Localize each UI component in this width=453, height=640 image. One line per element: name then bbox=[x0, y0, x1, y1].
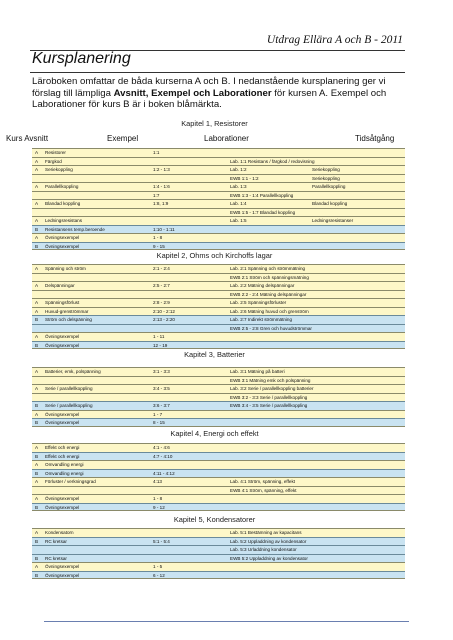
section-cell: Resistansens temp.beroende bbox=[45, 226, 105, 232]
section-cell: Kondensatorn bbox=[45, 530, 74, 535]
table-row bbox=[32, 165, 405, 174]
chapter-title bbox=[0, 119, 453, 128]
section-cell: Övningsexempel bbox=[45, 334, 80, 339]
table-row bbox=[32, 242, 405, 251]
course-cell: B bbox=[35, 403, 39, 408]
lab-cell: EWB 1:3 - 1:4 Parallellkoppling bbox=[230, 192, 294, 198]
course-cell: A bbox=[35, 462, 39, 467]
section-cell: Färgkod bbox=[45, 158, 62, 164]
table-row bbox=[32, 148, 405, 157]
example-cell: 4:7 - 4:10 bbox=[153, 453, 173, 459]
example-cell: 4:11 - 4:12 bbox=[153, 470, 175, 476]
course-cell: A bbox=[35, 308, 39, 314]
table-row bbox=[32, 477, 405, 486]
section-cell: Omvandling energi bbox=[45, 462, 84, 467]
lab-cell: EWB 1:5 - 1:7 Blandad koppling bbox=[230, 209, 296, 215]
table-row bbox=[32, 341, 405, 350]
lab-cell: Lab. 5:3 Urladdning kondensator bbox=[230, 547, 297, 552]
example-cell: 3:6 - 3:7 bbox=[153, 403, 170, 408]
table-row bbox=[32, 460, 405, 469]
course-cell: A bbox=[35, 479, 39, 484]
chapter-title-text: Kapitel 4, Energi och effekt bbox=[170, 429, 259, 438]
table-row bbox=[32, 324, 405, 333]
course-cell: A bbox=[35, 167, 39, 172]
course-cell: A bbox=[35, 283, 39, 288]
section-cell: Serie / parallellkoppling bbox=[45, 386, 93, 391]
example-cell: 2:10 - 2:12 bbox=[153, 308, 175, 314]
section-cell: Övningsexempel bbox=[45, 564, 80, 569]
lab-cell: EWB 3:2 - 3:3 Serie / parallellkoppling bbox=[230, 394, 308, 400]
section-cell: RC kretsar bbox=[45, 538, 67, 544]
table-row bbox=[32, 410, 405, 419]
lab-cell: Lab. 5:1 Bestämning av kapacitans bbox=[230, 530, 302, 535]
chapter-title-text: Kapitel 5, Kondensatorer bbox=[173, 515, 256, 524]
table-row bbox=[32, 191, 405, 200]
table-row bbox=[32, 290, 405, 299]
chapter-title-text: Kapitel 1, Resistorer bbox=[181, 119, 248, 128]
lab-cell: Lab. 3:2 Serie / parallellkoppling batterier bbox=[230, 386, 314, 391]
table-row bbox=[32, 401, 405, 410]
course-cell: A bbox=[35, 266, 39, 271]
example-cell: 3:4 - 3:5 bbox=[153, 386, 170, 391]
example-cell: 4:13 bbox=[153, 479, 162, 484]
example-cell: 1:7 bbox=[153, 192, 160, 198]
section-cell: Förluster / verkningsgrad bbox=[45, 479, 96, 484]
chapter-title bbox=[0, 350, 453, 359]
example-cell: 3:1 - 3:3 bbox=[153, 369, 170, 374]
lab-cell: EWB 3:4 - 3:5 Serie / parallellkoppling bbox=[230, 403, 308, 408]
chapter-title bbox=[0, 515, 453, 524]
table-row bbox=[32, 418, 405, 427]
section-cell: Spänning och ström bbox=[45, 266, 86, 271]
table-row bbox=[32, 298, 405, 307]
section-cell: Övningsexempel bbox=[45, 342, 80, 348]
course-cell: A bbox=[35, 445, 39, 450]
section-cell: Huvud-grenströmmar bbox=[45, 308, 89, 314]
lab-cell: EWB 2:2 - 2:4 Mätning delspänningar bbox=[230, 291, 307, 297]
lab-detail-cell: Seriekoppling bbox=[312, 175, 340, 181]
course-cell: B bbox=[35, 470, 39, 476]
table-row bbox=[32, 384, 405, 393]
table-row bbox=[32, 486, 405, 495]
course-cell: A bbox=[35, 150, 39, 155]
example-cell: 1 - 5 bbox=[153, 564, 163, 569]
chapter-title bbox=[0, 251, 453, 260]
lab-cell: Lab. 2:2 Mätning delspänningar bbox=[230, 283, 295, 288]
course-cell: A bbox=[35, 201, 39, 206]
section-cell: Övningsexempel bbox=[45, 411, 80, 417]
course-cell: A bbox=[35, 334, 39, 339]
lab-detail-cell: Ledningsresistanser bbox=[312, 218, 354, 223]
lab-cell: Lab. 1:1 Resistans / färgkod / redovisning bbox=[230, 158, 315, 164]
table-row bbox=[32, 554, 405, 563]
table-row bbox=[32, 452, 405, 461]
example-cell: 5:1 - 5:4 bbox=[153, 538, 170, 544]
example-cell: 12 - 19 bbox=[153, 342, 168, 348]
section-cell: Övningsexempel bbox=[45, 572, 80, 578]
table-row bbox=[32, 443, 405, 452]
example-cell: 1:8, 1:9 bbox=[153, 201, 169, 206]
example-cell: 2:13 - 2:20 bbox=[153, 317, 175, 322]
course-cell: B bbox=[35, 226, 39, 232]
column-header-tidsatgang: Tidsåtgång bbox=[355, 134, 395, 143]
example-cell: 1:10 - 1:11 bbox=[153, 226, 175, 232]
course-cell: B bbox=[35, 572, 39, 578]
column-header-laborationer: Laborationer bbox=[204, 134, 249, 143]
lab-cell: Lab. 1:3 bbox=[230, 184, 247, 189]
course-cell: A bbox=[35, 386, 39, 391]
course-cell: A bbox=[35, 496, 39, 501]
table-row bbox=[32, 494, 405, 503]
table-row bbox=[32, 157, 405, 166]
example-cell: 1 - 7 bbox=[153, 411, 163, 417]
example-cell: 1:2 - 1:3 bbox=[153, 167, 170, 172]
course-cell: B bbox=[35, 243, 39, 249]
section-cell: Övningsexempel bbox=[45, 420, 80, 425]
course-cell: B bbox=[35, 342, 39, 348]
lab-cell: Lab. 2:7 Indirekt strömmätning bbox=[230, 317, 293, 322]
course-cell: A bbox=[35, 235, 39, 240]
section-cell: Blandad koppling bbox=[45, 201, 81, 206]
table-row bbox=[32, 469, 405, 478]
table-row bbox=[32, 199, 405, 208]
lab-cell: Lab. 2:1 Spänning och strömmätning bbox=[230, 266, 306, 271]
example-cell: 4:1 - 4:6 bbox=[153, 445, 170, 450]
course-cell: B bbox=[35, 317, 39, 322]
lab-cell: EWB 3:1 Mätning emk och polspänning bbox=[230, 377, 311, 383]
table-row bbox=[32, 182, 405, 191]
table-row bbox=[32, 545, 405, 554]
intro-paragraph: Läroboken omfattar de båda kurserna A och B. I nedanstående kursplanering ger vi förslag till lämpliga Avsnitt, Exempel och Laborationer för kursen A. Exempel och Laborationer för kurs B är i boken blåmärkta. bbox=[32, 76, 387, 110]
column-header-kurs-avsnitt: Kurs Avsnitt bbox=[6, 134, 49, 143]
course-cell: B bbox=[35, 453, 39, 459]
lab-cell: Lab. 3:1 Mätning på batteri bbox=[230, 369, 285, 374]
course-cell: B bbox=[35, 420, 39, 425]
lab-cell: EWB 1:1 - 1:2 bbox=[230, 175, 259, 181]
section-cell: Övningsexempel bbox=[45, 243, 80, 249]
example-cell: 1 - 8 bbox=[153, 235, 163, 240]
course-cell: A bbox=[35, 411, 39, 417]
example-cell: 9 - 15 bbox=[153, 243, 165, 249]
table-row bbox=[32, 332, 405, 341]
table-row bbox=[32, 264, 405, 273]
table-row bbox=[32, 537, 405, 546]
example-cell: 8 - 15 bbox=[153, 420, 165, 425]
running-header: Utdrag Ellära A och B - 2011 bbox=[266, 34, 403, 46]
table-row bbox=[32, 208, 405, 217]
section-cell: Seriekoppling bbox=[45, 167, 73, 172]
example-cell: 2:8 - 2:9 bbox=[153, 300, 170, 305]
table-row bbox=[32, 571, 405, 580]
lab-detail-cell: Seriekoppling bbox=[312, 167, 340, 172]
table-row bbox=[32, 528, 405, 537]
table-row bbox=[32, 174, 405, 183]
section-cell: Parallellkoppling bbox=[45, 184, 79, 189]
example-cell: 2:1 - 2:4 bbox=[153, 266, 170, 271]
chapter-title-text: Kapitel 2, Ohms och Kirchoffs lagar bbox=[156, 251, 273, 260]
chapter-title bbox=[0, 429, 453, 438]
lab-cell: Lab. 4:1 Ström, spänning, effekt bbox=[230, 479, 296, 484]
section-cell: Resistorer bbox=[45, 150, 66, 155]
table-row bbox=[32, 503, 405, 512]
section-cell: Spänningsförlust bbox=[45, 300, 80, 305]
section-cell: Ström och delspänning bbox=[45, 317, 92, 322]
table-row bbox=[32, 367, 405, 376]
lab-cell: Lab. 5:2 Uppladdning av kondensator bbox=[230, 538, 307, 544]
section-cell: Övningsexempel bbox=[45, 504, 80, 510]
section-cell: Ledningsresistans bbox=[45, 218, 83, 223]
lab-detail-cell: Blandad koppling bbox=[312, 201, 348, 206]
course-cell: A bbox=[35, 369, 39, 374]
table-row bbox=[32, 225, 405, 234]
lab-cell: Lab. 2:5 Spänningsförluster bbox=[230, 300, 287, 305]
table-row bbox=[32, 281, 405, 290]
example-cell: 1 - 11 bbox=[153, 334, 165, 339]
chapter-title-text: Kapitel 3, Batterier bbox=[184, 350, 245, 359]
table-row bbox=[32, 273, 405, 282]
example-cell: 6 - 12 bbox=[153, 572, 165, 578]
example-cell: 1:1 bbox=[153, 150, 160, 155]
section-cell: Serie / parallellkoppling bbox=[45, 403, 93, 408]
course-cell: A bbox=[35, 158, 39, 164]
table-row bbox=[32, 233, 405, 242]
section-cell: Omvandling energi bbox=[45, 470, 84, 476]
section-cell: Effekt och energi bbox=[45, 453, 80, 459]
lab-detail-cell: Parallellkoppling bbox=[312, 184, 346, 189]
example-cell: 1:4 - 1:6 bbox=[153, 184, 170, 189]
intro-bold-phrase: Avsnitt, Exempel och Laborationer bbox=[113, 87, 272, 99]
lab-cell: EWB 2:5 - 2:8 Gren och huvudströmmar bbox=[230, 325, 312, 331]
example-cell: 2:5 - 2:7 bbox=[153, 283, 170, 288]
course-cell: A bbox=[35, 218, 39, 223]
section-cell: RC kretsar bbox=[45, 555, 67, 561]
table-row bbox=[32, 307, 405, 316]
section-cell: Övningsexempel bbox=[45, 496, 80, 501]
example-cell: 9 - 12 bbox=[153, 504, 165, 510]
lab-cell: Lab. 1:2 bbox=[230, 167, 247, 172]
lab-cell: EWB 5:2 Uppladdning av kondensator bbox=[230, 555, 308, 561]
column-header-exempel: Exempel bbox=[107, 134, 139, 143]
footer-rule bbox=[44, 621, 409, 622]
course-cell: A bbox=[35, 300, 39, 305]
course-cell: B bbox=[35, 555, 39, 561]
section-cell: Övningsexempel bbox=[45, 235, 80, 240]
page-title: Kursplanering bbox=[32, 50, 131, 67]
table-row bbox=[32, 562, 405, 571]
lab-cell: EWB 4:1 Ström, spänning, effekt bbox=[230, 487, 297, 493]
table-row bbox=[32, 315, 405, 324]
table-row bbox=[32, 216, 405, 225]
table-row bbox=[32, 393, 405, 402]
section-cell: Delspänningar bbox=[45, 283, 75, 288]
course-cell: A bbox=[35, 564, 39, 569]
course-cell: B bbox=[35, 504, 39, 510]
title-rule bbox=[30, 72, 405, 73]
course-cell: B bbox=[35, 538, 39, 544]
lab-cell: Lab. 2:6 Mätning huvud och grenström bbox=[230, 308, 309, 314]
lab-cell: Lab. 1:5 bbox=[230, 218, 247, 223]
section-cell: Effekt och energi bbox=[45, 445, 80, 450]
course-cell: A bbox=[35, 184, 39, 189]
example-cell: 1 - 8 bbox=[153, 496, 163, 501]
course-cell: A bbox=[35, 530, 39, 535]
table-row bbox=[32, 376, 405, 385]
section-cell: Batterier, emk, polspänning bbox=[45, 369, 101, 374]
lab-cell: EWB 2:1 Ström och spänningsmätning bbox=[230, 274, 309, 280]
lab-cell: Lab. 1:4 bbox=[230, 201, 247, 206]
